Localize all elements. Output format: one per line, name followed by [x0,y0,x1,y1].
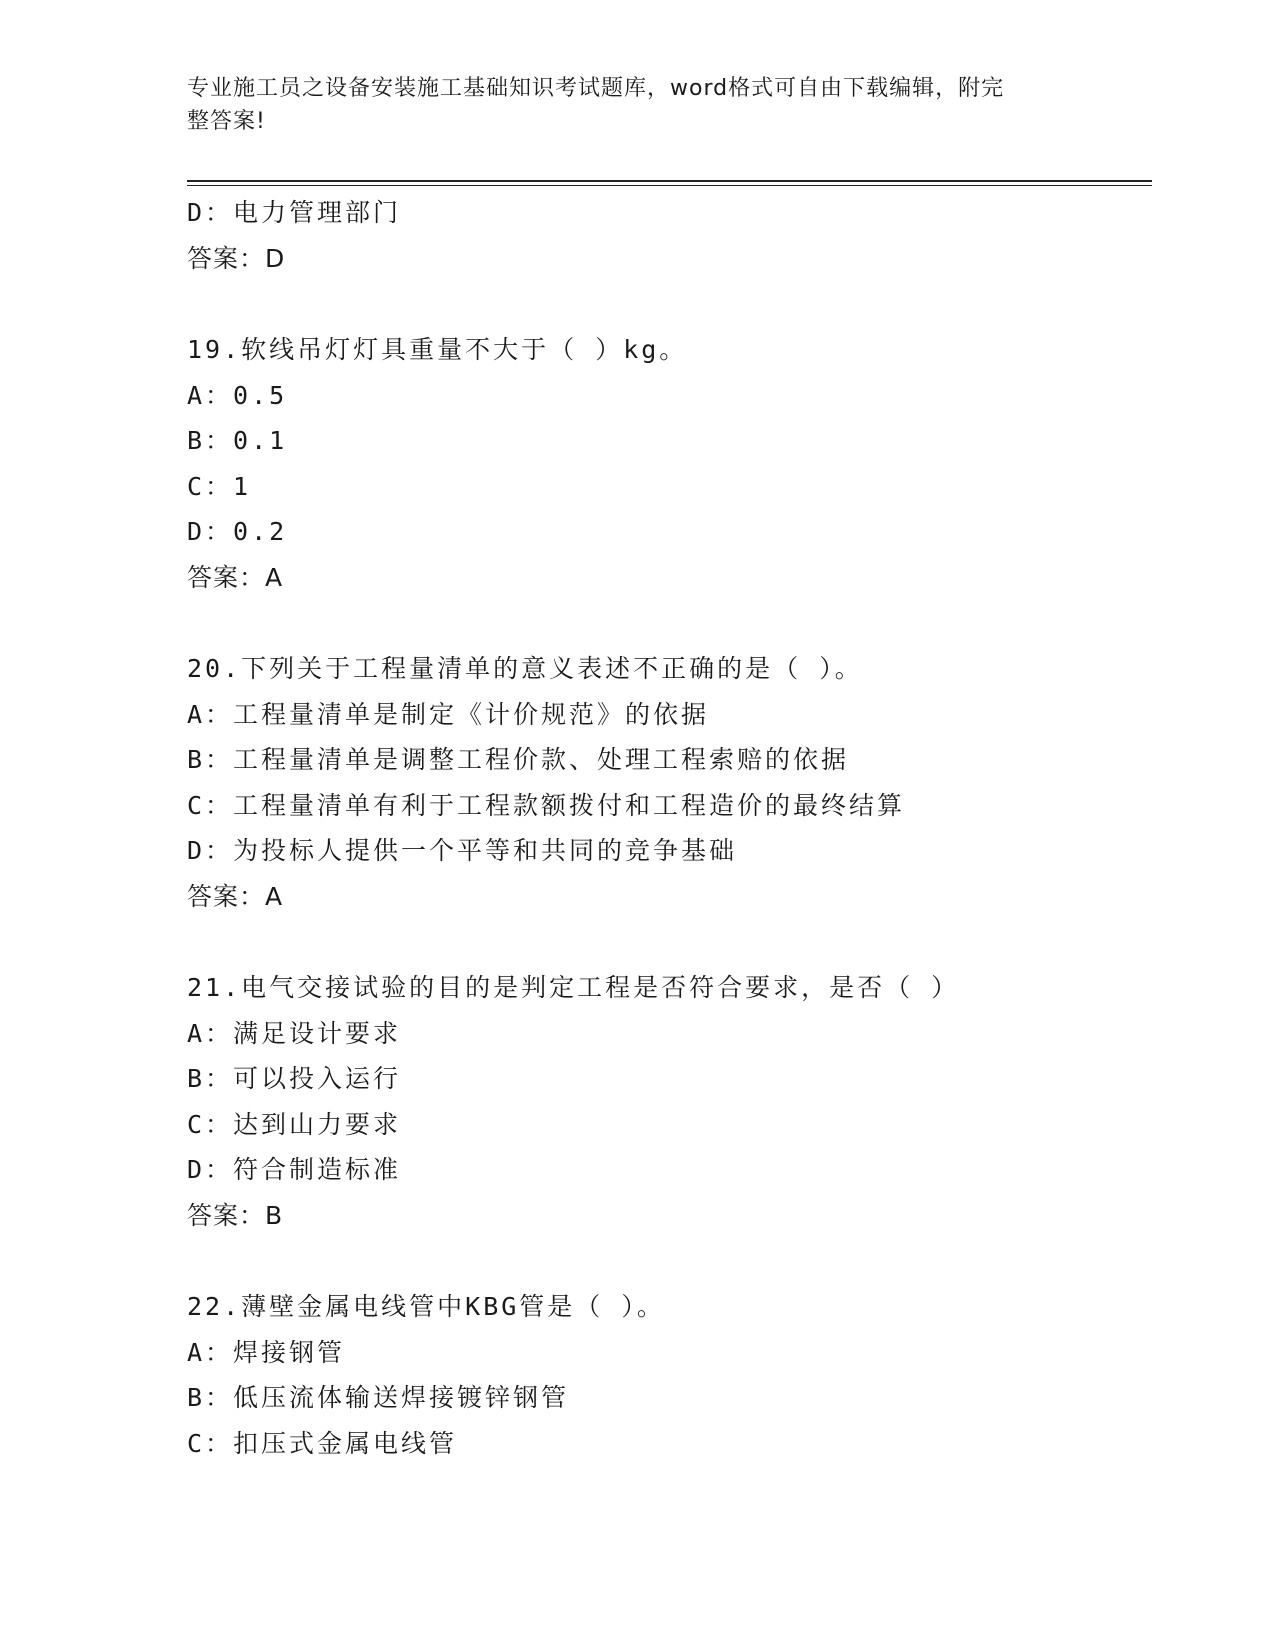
option-b: B：0.1 [187,426,288,455]
question-20 [187,646,1152,919]
document-header [187,72,1067,138]
question-stem: 19.软线吊灯灯具重量不大于（ ）kg。 [187,335,688,364]
question-stem: 22.薄壁金属电线管中KBG管是（ ）。 [187,1292,665,1321]
option-a: A：0.5 [187,380,288,410]
option-c: C：扣压式金属电线管 [187,1428,458,1458]
option-d: D：0.2 [187,517,288,546]
question-21 [187,965,1152,1238]
option-a: A：焊接钢管 [187,1337,346,1367]
question-19 [187,327,1152,600]
header-line-1: 专业施工员之设备安装施工基础知识考试题库，word格式可自由下载编辑，附完 [187,76,1005,101]
spacer [187,600,1152,646]
option-c: C：1 [187,471,252,501]
option-a: A：满足设计要求 [187,1018,402,1048]
question-list [187,190,1152,1466]
option-b: B：工程量清单是调整工程价款、处理工程索赔的依据 [187,745,850,774]
answer: 答案：A [187,881,284,911]
spacer [187,281,1152,327]
header-line-2: 整答案! [187,109,266,134]
answer: 答案：A [187,562,284,592]
option-b: B：可以投入运行 [187,1064,402,1093]
answer: 答案：B [187,1200,284,1230]
header-rule-thin [187,185,1152,186]
option-d: D：符合制造标准 [187,1155,402,1184]
question-stem: 21.电气交接试验的目的是判定工程是否符合要求，是否（ ） [187,973,960,1002]
answer: 答案：D [187,243,286,273]
option-c: C：达到山力要求 [187,1109,402,1139]
option-a: A：工程量清单是制定《计价规范》的依据 [187,699,710,729]
spacer [187,919,1152,965]
spacer [187,1238,1152,1284]
header-rule-thick [187,180,1152,182]
question-22 [187,1284,1152,1466]
question-stem: 20.下列关于工程量清单的意义表述不正确的是（ ）。 [187,654,863,683]
option-d: D：为投标人提供一个平等和共同的竞争基础 [187,836,738,865]
option-c: C：工程量清单有利于工程款额拨付和工程造价的最终结算 [187,790,906,820]
option-b: B：低压流体输送焊接镀锌钢管 [187,1383,570,1412]
option-d: D：电力管理部门 [187,198,402,227]
